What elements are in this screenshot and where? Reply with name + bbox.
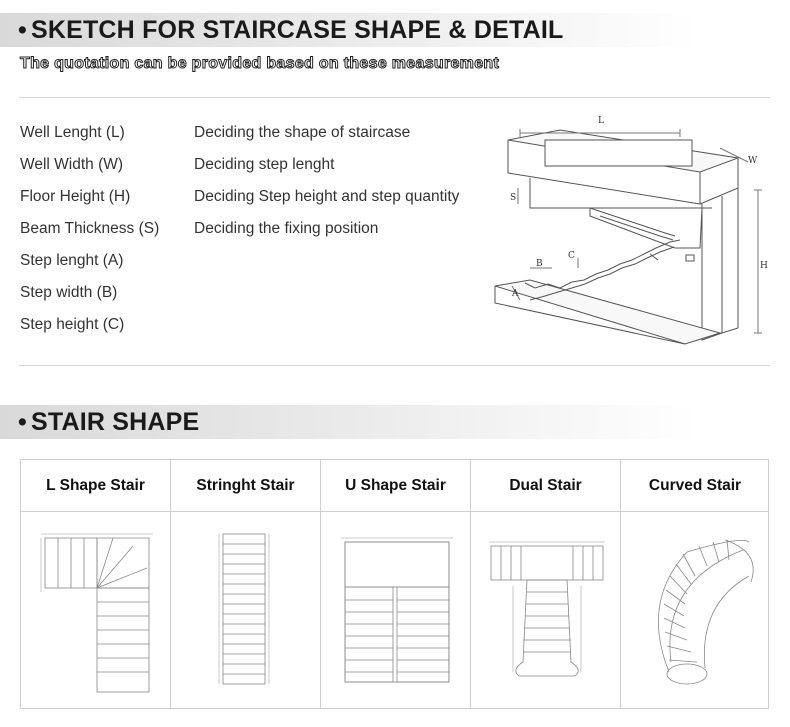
measurement-item: Step width (B)	[20, 284, 118, 301]
purpose-item: Deciding step lenght	[194, 156, 335, 173]
label-s: S	[510, 193, 517, 203]
divider-middle	[19, 365, 770, 366]
sketch-title-text: SKETCH FOR STAIRCASE SHAPE & DETAIL	[30, 16, 564, 44]
measurement-item: Step height (C)	[20, 316, 125, 333]
bullet-icon: •	[18, 16, 27, 44]
measurement-item: Well Lenght (L)	[20, 124, 125, 141]
dual-stair-drawing-icon	[471, 512, 620, 708]
stair-shape-title-text: STAIR SHAPE	[30, 408, 200, 436]
purpose-item: Deciding the shape of staircase	[194, 124, 411, 141]
measurement-item: Well Width (W)	[20, 156, 124, 173]
bullet-icon: •	[18, 408, 27, 436]
staircase-sketch	[490, 108, 780, 358]
sketch-subtitle: The quotation can be provided based on these measurement	[20, 55, 500, 72]
stair-shape-section-banner	[0, 405, 700, 439]
measurement-item: Floor Height (H)	[20, 188, 131, 205]
staircase-sketch-icon	[490, 108, 780, 358]
stair-shape-section-title	[18, 408, 199, 437]
u-shape-stair-column	[321, 460, 471, 708]
column-header: Dual Stair	[471, 460, 620, 512]
label-c: C	[568, 251, 575, 261]
column-header: L Shape Stair	[21, 460, 170, 512]
measurement-item: Beam Thickness (S)	[20, 220, 160, 237]
l-shape-stair-drawing-icon	[21, 512, 170, 708]
measurement-list	[20, 121, 159, 345]
label-w: W	[748, 156, 758, 166]
column-header: Curved Stair	[621, 460, 769, 512]
dual-stair-column	[471, 460, 621, 708]
straight-stair-column	[171, 460, 321, 708]
u-shape-stair-drawing-icon	[321, 512, 470, 708]
curved-stair-column	[621, 460, 769, 708]
column-header: U Shape Stair	[321, 460, 470, 512]
purpose-item: Deciding the fixing position	[194, 220, 379, 237]
label-h: H	[760, 261, 768, 271]
l-shape-column	[21, 460, 171, 708]
purpose-list	[194, 121, 459, 249]
label-a: A	[512, 289, 519, 299]
straight-stair-drawing-icon	[171, 512, 320, 708]
measurement-item: Step lenght (A)	[20, 252, 124, 269]
sketch-section-banner	[0, 13, 700, 47]
curved-stair-drawing-icon	[621, 512, 769, 708]
sketch-section-title	[18, 16, 563, 45]
stair-shape-table	[20, 459, 769, 709]
purpose-item: Deciding Step height and step quantity	[194, 188, 460, 205]
label-b: B	[536, 259, 543, 269]
label-l: L	[598, 116, 604, 126]
divider-top	[19, 97, 770, 98]
column-header: Stringht Stair	[171, 460, 320, 512]
